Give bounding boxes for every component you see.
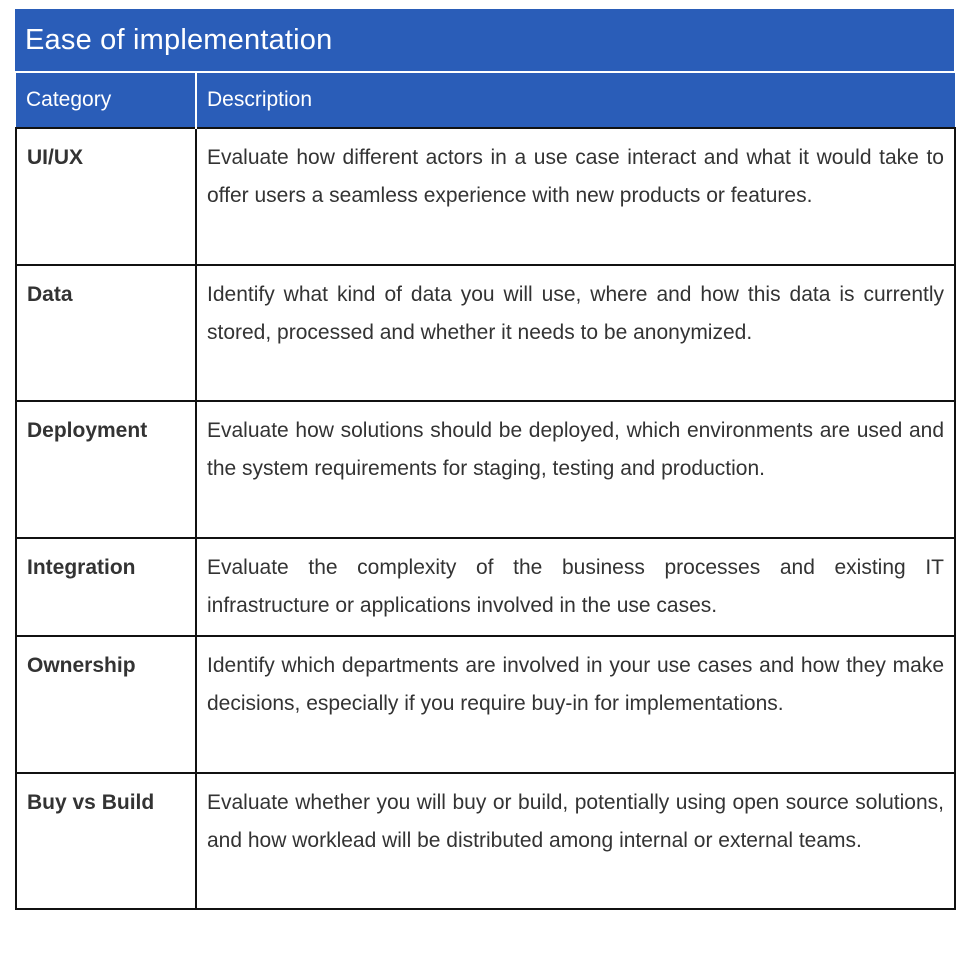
column-header-category: Category [16,73,196,128]
implementation-table-container [15,9,954,910]
ease-of-implementation-table [15,73,956,910]
description-cell: Identify what kind of data you will use, where and how this data is currently stored, processed and whether it needs to be anonymized. [196,265,955,401]
table-row [16,538,955,636]
category-cell: Buy vs Build [16,773,196,909]
table-row [16,265,955,401]
description-cell: Evaluate whether you will buy or build, potentially using open source solutions, and how worklead will be distributed among internal or external teams. [196,773,955,909]
table-row [16,636,955,773]
column-header-description: Description [196,73,955,128]
table-row [16,401,955,538]
table-row [16,773,955,909]
description-cell: Evaluate how solutions should be deployed, which environments are used and the system requirements for staging, testing and production. [196,401,955,538]
category-cell: Deployment [16,401,196,538]
category-cell: Data [16,265,196,401]
table-title: Ease of implementation [15,9,954,73]
category-cell: Integration [16,538,196,636]
description-cell: Evaluate the complexity of the business processes and existing IT infrastructure or applications involved in the use cases. [196,538,955,636]
description-cell: Evaluate how different actors in a use case interact and what it would take to offer users a seamless experience with new products or features. [196,128,955,265]
table-row [16,128,955,265]
category-cell: UI/UX [16,128,196,265]
category-cell: Ownership [16,636,196,773]
table-header-row [16,73,955,128]
description-cell: Identify which departments are involved in your use cases and how they make decisions, especially if you require buy-in for implementations. [196,636,955,773]
